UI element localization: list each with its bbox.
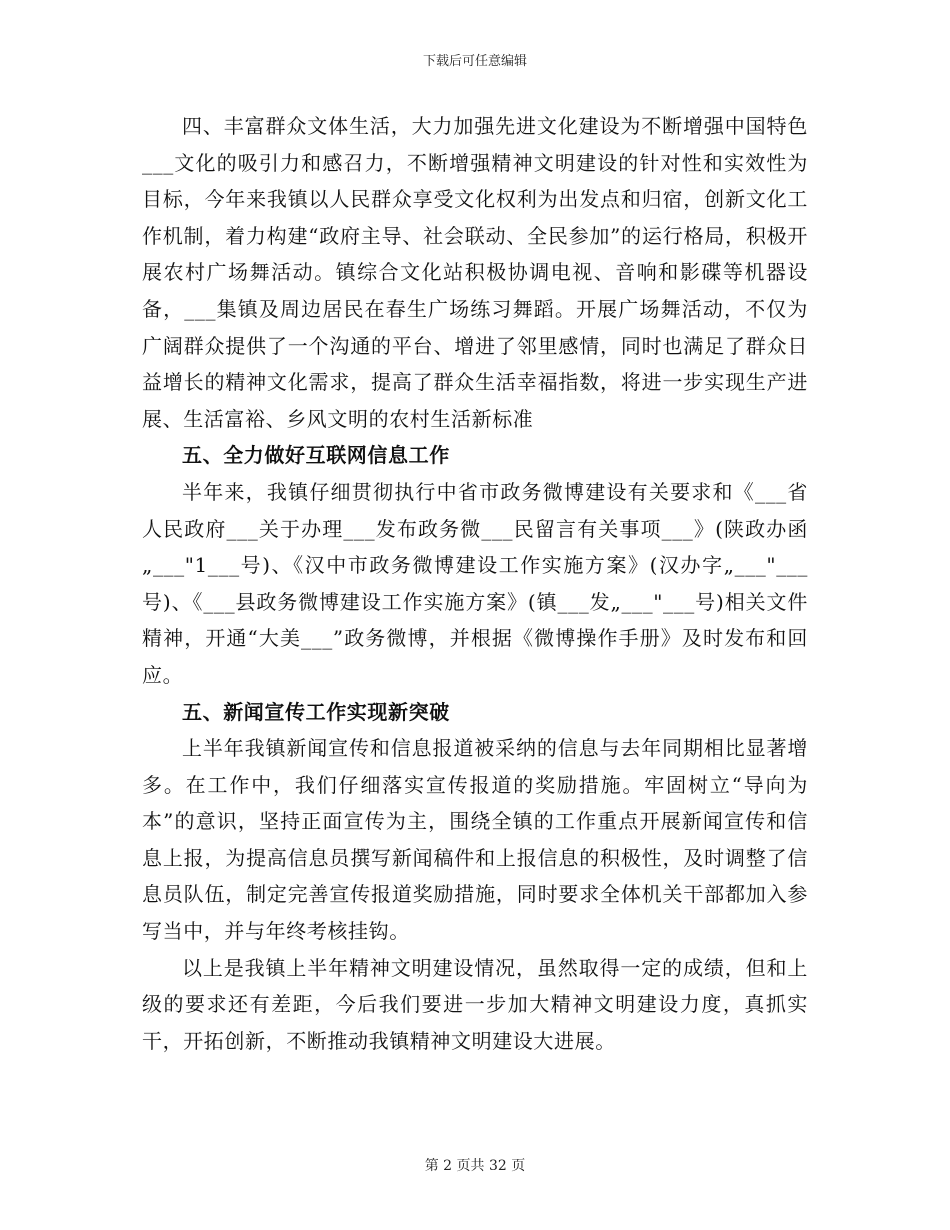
paragraph-weibo: 半年来，我镇仔细贯彻执行中省市政务微博建设有关要求和《___省人民政府___关于办理___发布政务微___民留言有关事项___》(陕政办函„___"1___号)、《汉中市政务微博建设工作实施方案》(汉办字„___"___号)、《___县政务微博建设工作实施方案》(镇___发„___"___号)相关文件精神，开通“大美___”政务微博，并根据《微博操作手册》及时发布和回应。 bbox=[142, 479, 808, 687]
paragraph-news-publicity: 上半年我镇新闻宣传和信息报道被采纳的信息与去年同期相比显著增多。在工作中，我们仔细落实宣传报道的奖励措施。牢固树立“导向为本”的意识，坚持正面宣传为主，围绕全镇的工作重点开展新闻宣传和信息上报，为提高信息员撰写新闻稿件和上报信息的积极性，及时调整了信息员队伍，制定完善宣传报道奖励措施，同时要求全体机关干部都加入参写当中，并与年终考核挂钩。 bbox=[142, 736, 808, 944]
page-header: 下载后可任意编辑 bbox=[422, 54, 527, 69]
section-heading-news-publicity: 五、新闻宣传工作实现新突破 bbox=[182, 699, 450, 724]
document-body bbox=[142, 108, 808, 1059]
paragraph-conclusion: 以上是我镇上半年精神文明建设情况，虽然取得一定的成绩，但和上级的要求还有差距，今后我们要进一步加大精神文明建设力度，真抓实干，开拓创新，不断推动我镇精神文明建设大进展。 bbox=[142, 955, 808, 1053]
paragraph-culture-life: 四、丰富群众文体生活，大力加强先进文化建设为不断增强中国特色___文化的吸引力和感召力，不断增强精神文明建设的针对性和实效性为目标，今年来我镇以人民群众享受文化权利为出发点和归宿，创新文化工作机制，着力构建“政府主导、社会联动、全民参加”的运行格局，积极开展农村广场舞活动。镇综合文化站积极协调电视、音响和影碟等机器设备，___集镇及周边居民在春生广场练习舞蹈。开展广场舞活动，不仅为广阔群众提供了一个沟通的平台、增进了邻里感情，同时也满足了群众日益增长的精神文化需求，提高了群众生活幸福指数，将进一步实现生产进展、生活富裕、乡风文明的农村生活新标准 bbox=[142, 114, 808, 431]
page-footer: 第 2 页共 32 页 bbox=[424, 1158, 526, 1174]
section-heading-internet-info: 五、全力做好互联网信息工作 bbox=[182, 443, 450, 468]
